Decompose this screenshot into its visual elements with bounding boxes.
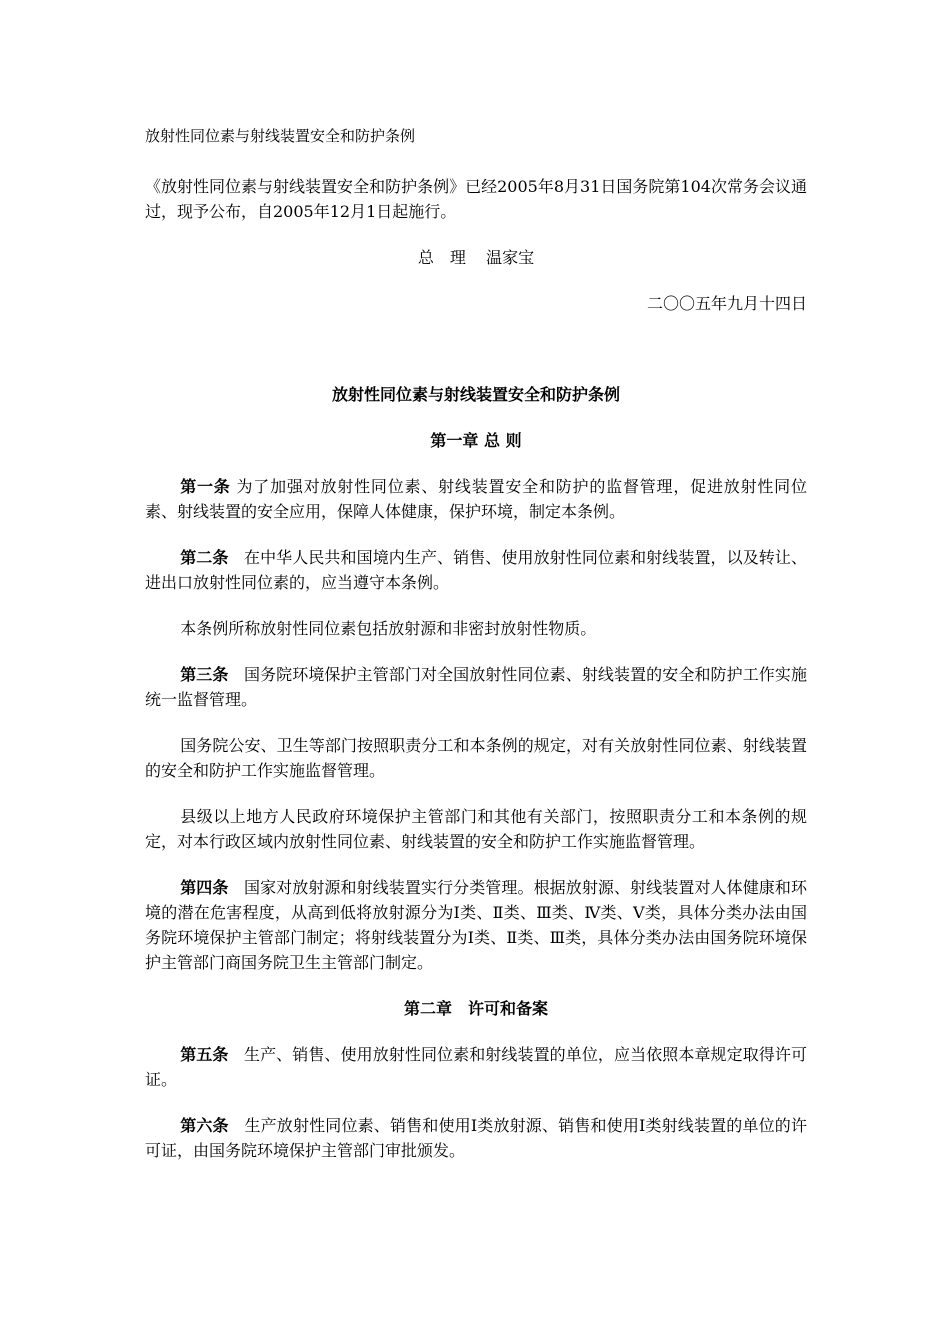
document-body (145, 124, 807, 1184)
article-label: 第三条 (180, 665, 229, 684)
article-4 (145, 875, 807, 975)
article-2 (145, 545, 807, 595)
regulation-title: 放射性同位素与射线装置安全和防护条例 (331, 385, 620, 404)
article-label: 第五条 (180, 1045, 229, 1064)
article-5 (145, 1042, 807, 1092)
chapter-heading-1: 第一章 总 则 (430, 431, 522, 450)
article-text: 生产、销售、使用放射性同位素和射线装置的单位，应当依照本章规定取得许可证。 (145, 1045, 807, 1089)
signature-line (145, 245, 807, 270)
chapter-heading-2: 第二章 许可和备案 (403, 999, 548, 1018)
article-label: 第二条 (180, 548, 229, 567)
article-text: 为了加强对放射性同位素、射线装置安全和防护的监督管理，促进放射性同位素、射线装置的安全应用，保障人体健康，保护环境，制定本条例。 (145, 477, 807, 521)
article-3 (145, 662, 807, 712)
promulgation-notice: 《放射性同位素与射线装置安全和防护条例》已经2005年8月31日国务院第104次常务会议通过，现予公布，自2005年12月1日起施行。 (145, 177, 807, 221)
article-text: 生产放射性同位素、销售和使用Ⅰ类放射源、销售和使用Ⅰ类射线装置的单位的许可证，由国务院环境保护主管部门审批颁发。 (145, 1116, 807, 1160)
article-3-paragraph-2: 国务院公安、卫生等部门按照职责分工和本条例的规定，对有关放射性同位素、射线装置的安全和防护工作实施监督管理。 (145, 736, 807, 780)
article-text: 国家对放射源和射线装置实行分类管理。根据放射源、射线装置对人体健康和环境的潜在危害程度，从高到低将放射源分为Ⅰ类、Ⅱ类、Ⅲ类、Ⅳ类、Ⅴ类，具体分类办法由国务院环境保护主管部门制定；将射线装置分为Ⅰ类、Ⅱ类、Ⅲ类，具体分类办法由国务院环境保护主管部门商国务院卫生主管部门制定。 (145, 878, 807, 972)
article-label: 第一条 (180, 477, 231, 496)
article-6 (145, 1113, 807, 1163)
article-text: 在中华人民共和国境内生产、销售、使用放射性同位素和射线装置，以及转让、进出口放射性同位素的，应当遵守本条例。 (145, 548, 807, 592)
header-title: 放射性同位素与射线装置安全和防护条例 (145, 127, 416, 145)
issue-date: 二〇〇五年九月十四日 (646, 294, 807, 313)
article-3-paragraph-3: 县级以上地方人民政府环境保护主管部门和其他有关部门，按照职责分工和本条例的规定，对本行政区域内放射性同位素、射线装置的安全和防护工作实施监督管理。 (145, 807, 807, 851)
signature-name: 温家宝 (486, 248, 535, 267)
article-2-paragraph-2: 本条例所称放射性同位素包括放射源和非密封放射性物质。 (180, 619, 597, 638)
article-label: 第四条 (180, 878, 229, 897)
article-1 (145, 474, 807, 524)
signature-role: 总 理 (417, 248, 466, 267)
article-text: 国务院环境保护主管部门对全国放射性同位素、射线装置的安全和防护工作实施统一监督管理。 (145, 665, 807, 709)
article-label: 第六条 (180, 1116, 229, 1135)
